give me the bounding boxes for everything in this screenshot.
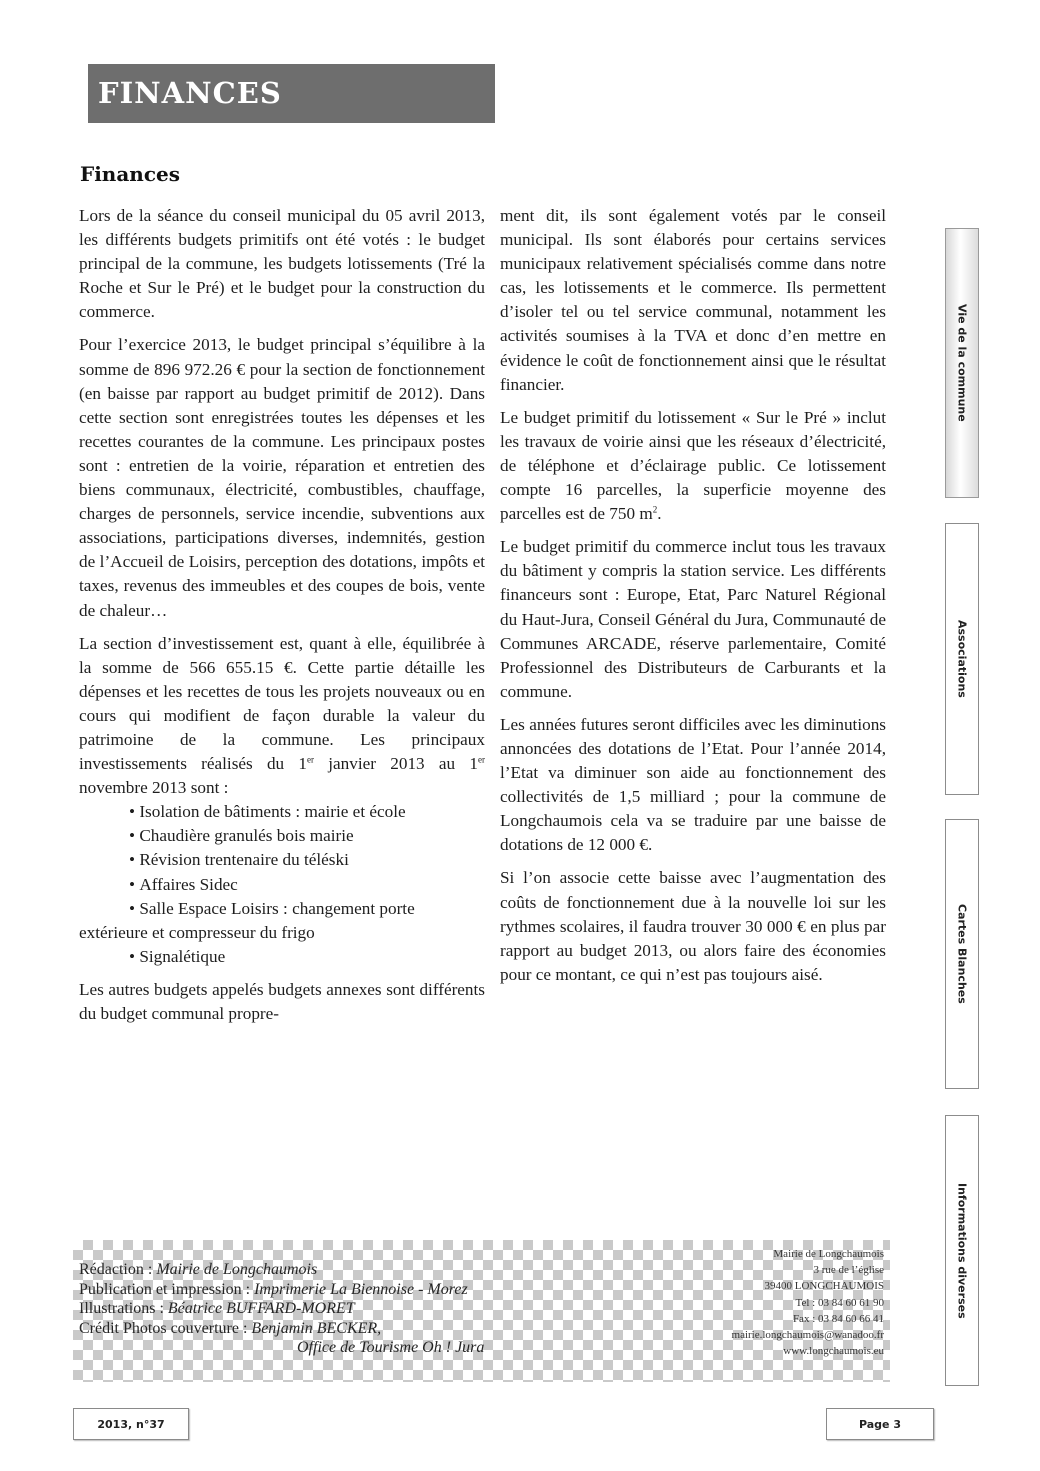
paragraph: Lors de la séance du conseil municipal du 05 avril 2013, les différents budgets primitifs ont été votés : le budget principal de la commune, les budgets lotissements (Tré la Roche et Sur le Pré) et le budget pour la construction du commerce. (79, 206, 485, 322)
contact-city: 39400 LONGCHAUMOIS (764, 1280, 884, 1293)
credit-illustrations (79, 1299, 484, 1319)
credit-photos-continued: Office de Tourisme Oh ! Jura (297, 1339, 485, 1356)
list-item: • Chaudière granulés bois mairie (79, 824, 485, 848)
side-tab-label: Vie de la commune (955, 304, 969, 422)
page-number: Page 3 (826, 1408, 934, 1440)
side-tab-cartes-blanches[interactable] (945, 819, 979, 1089)
text-run: janvier 2013 au 1 (314, 754, 478, 774)
credit-label: Publication et impression : (79, 1280, 255, 1298)
list-item: • Révision trentenaire du téléski (79, 848, 485, 872)
issue-number: 2013, n°37 (73, 1408, 189, 1440)
investment-list (79, 800, 485, 969)
text-run: Le budget primitif du lotissement « Sur le Pré » inclut les travaux de voirie ainsi que les réseaux d’électricité, de téléphone et d’éclairage public. Ce lotissement compte 16 parcelles, la superficie moyenne des parcelles est de 750 m (500, 407, 886, 524)
credit-label: Illustrations : (79, 1300, 168, 1317)
credit-value: Imprimerie La Biennoise - Morez (254, 1280, 468, 1298)
list-item: • Salle Espace Loisirs : changement porte extérieure et compresseur du frigo (79, 897, 485, 945)
paragraph: Les années futures seront difficiles avec les diminutions annoncées des dotations de l’Etat. Pour l’année 2014, l’Etat va diminuer son aide au fonctionnement des collectivités de 1,5 milliard ; pour la commune de Longchaumois cela va se traduire par une baisse de dotations de 12 000 €. (500, 714, 886, 855)
credit-redaction (79, 1260, 484, 1280)
side-tab-vie-de-la-commune[interactable] (945, 228, 979, 498)
paragraph (79, 632, 485, 801)
list-item: • Affaires Sidec (79, 873, 485, 897)
section-banner (88, 64, 495, 123)
side-tab-label: Informations diverses (955, 1182, 969, 1319)
article-title: Finances (80, 162, 180, 186)
superscript: 2 (652, 504, 658, 515)
paragraph: Le budget primitif du commerce inclut tous les travaux du bâtiment y compris la station service. Les différents financeurs sont : Europe, Etat, Parc Naturel Régional du Haut-Jura, Conseil Général du Jura, Communauté de Communes ARCADE, réserve parlementaire, Comité Professionnel des Distributeurs de Carburants et la commune. (500, 537, 886, 701)
paragraph: Pour l’exercice 2013, le budget principal s’équilibre à la somme de 896 972.26 € pour la section de fonctionnement (en baisse par rapport au budget primitif de 2012). Dans cette section sont enregistrées toutes les dépenses et les recettes courantes de la commune. Les principaux postes sont : entretien de la voirie, réparation et entretien des biens communaux, électricité, combustibles, chauffage, charges de personnels, service incendie, subventions aux associations, participations diverses, indemnités, gestion de l’Accueil de Loisirs, perception des dotations, impôts et taxes, revenus des immeubles et des coupes de bois, vente de chaleur… (79, 335, 485, 620)
list-item: • Isolation de bâtiments : mairie et école (79, 800, 485, 824)
credit-label: Rédaction : (79, 1261, 157, 1278)
credit-label: Crédit Photos couverture : (79, 1319, 252, 1337)
contact-email[interactable]: mairie.longchaumois@wanadoo.fr (731, 1329, 884, 1342)
list-item: • Signalétique (79, 945, 485, 969)
paragraph: Les autres budgets appelés budgets annexes sont différents du budget communal propre- (79, 979, 485, 1023)
text-run: novembre 2013 sont : (79, 778, 229, 798)
contact-street: 3 rue de l’église (813, 1264, 884, 1277)
paragraph: Si l’on associe cette baisse avec l’augmentation des coûts de fonctionnement due à la nouvelle loi sur les rythmes scolaires, il faudra trouver 30 000 € en plus par rapport au budget 2013, ou alors faire des économies pour ce montant, ce qui n’est pas toujours aisé. (500, 868, 886, 984)
article-column-left (79, 204, 485, 1035)
contact-fax: Fax : 03 84 60 66 41 (792, 1312, 884, 1325)
credits-list (79, 1260, 484, 1358)
article-column-right (500, 204, 886, 996)
contact-name: Mairie de Longchaumois (773, 1248, 884, 1260)
paragraph (500, 406, 886, 526)
credit-value: Béatrice BUFFARD-MORET (167, 1300, 355, 1317)
contact-tel: Tel : 03 84 60 61 90 (795, 1296, 884, 1309)
credit-value: Mairie de Longchaumois (156, 1261, 318, 1278)
credit-photos (79, 1319, 484, 1339)
credit-value: Benjamin BECKER, (251, 1319, 382, 1337)
contact-block (732, 1246, 884, 1359)
side-tab-label: Associations (955, 620, 969, 698)
side-tab-associations[interactable] (945, 523, 979, 795)
paragraph: ment dit, ils sont également votés par le conseil municipal. Ils sont élaborés pour certains services municipaux relativement spécialisés comme dans notre cas, les lotissements et le commerce. Ils permettent d’isoler tel ou tel service communal, notamment les activités soumises à la TVA et donc d’en mettre en évidence le coût de fonctionnement ainsi que le résultat financier. (500, 206, 886, 394)
credits-panel (73, 1240, 890, 1382)
text-run: La section d’investissement est, quant à elle, équilibrée à la somme de 566 655.15 €. Cette partie détaille les dépenses et les recettes de tous les projets nouveaux ou en cours qui modifient de façon durable la valeur du patrimoine de la commune. Les principaux investissements réalisés du 1 (79, 633, 485, 774)
banner-title: FINANCES (98, 76, 282, 110)
text-run: . (657, 504, 662, 524)
side-tab-informations-diverses[interactable] (945, 1115, 979, 1386)
superscript: er (307, 754, 315, 765)
side-tab-label: Cartes Blanches (955, 904, 969, 1004)
credit-publication (79, 1280, 484, 1300)
contact-website[interactable]: www.longchaumois.eu (783, 1345, 884, 1358)
superscript: er (478, 754, 485, 765)
